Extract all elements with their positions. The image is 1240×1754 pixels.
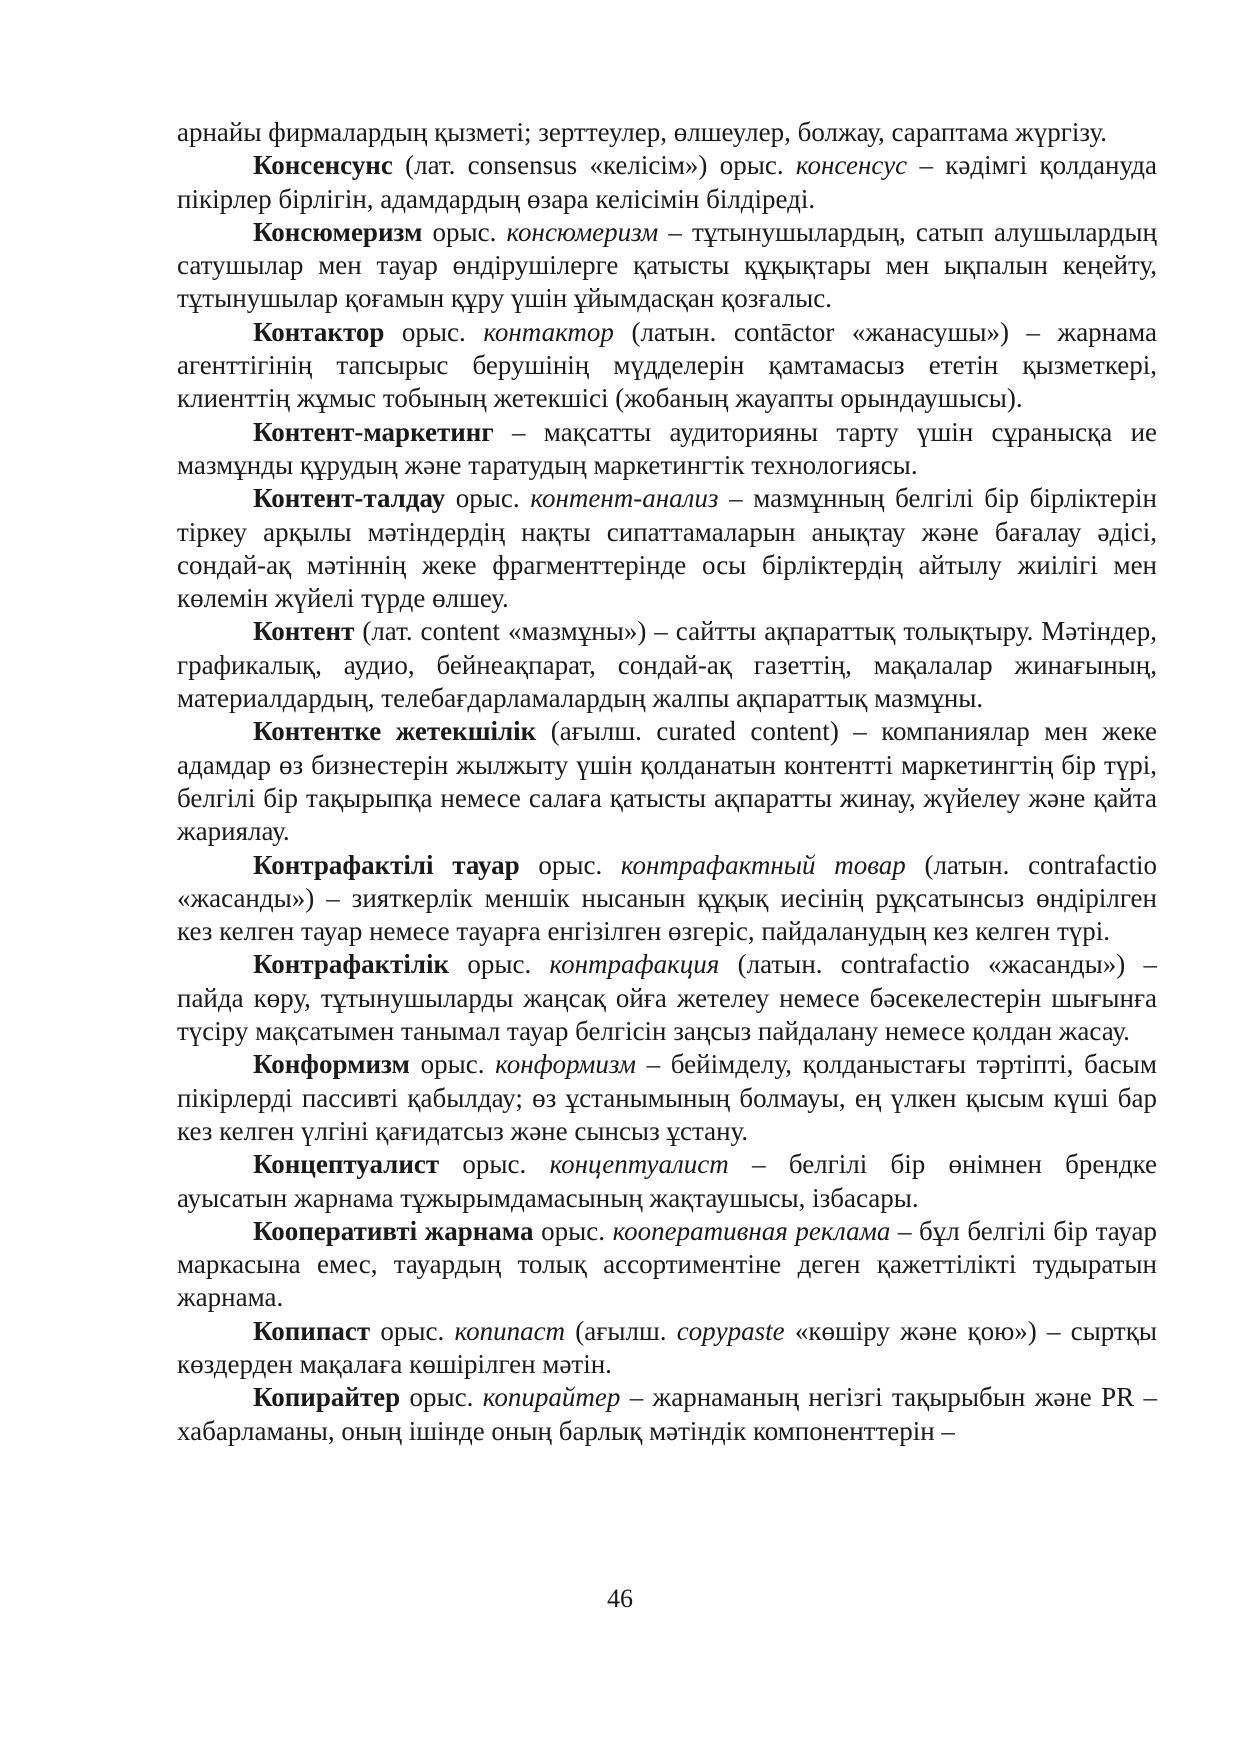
entry-kontaktor: Контактор орыс. контактор (латын. contāctor «жанасушы») – жарнама агенттігінің тапсырыс берушінің мүдделерін қамтамасыз ететін қызметкері, клиенттің жұмыс тобының жетекшісі (жобаның жауапты орындаушысы). [177, 316, 1157, 414]
term: Копирайтер [253, 1382, 401, 1413]
term: Консюмеризм [253, 216, 423, 247]
entry-kontrafaktili-tauar: Контрафактілі тауар орыс. контрафактный товар (латын. contrafactio «жасанды») – зияткерлік меншік нысанын құқық иесінің рұқсатынсыз өндірілген кез келген тауар немесе тауарға енгізілген өзгеріс, пайдаланудың кез келген түрі. [177, 849, 1157, 947]
entry-konsyumerizm: Консюмеризм орыс. консюмеризм – тұтынушылардың, сатып алушылардың сатушылар мен тауар өндірушілерге қатысты құқықтары мен ықпалын кеңейту, тұтынушылар қоғамын құру үшін ұйымдасқан қозғалыс. [177, 216, 1158, 314]
term: Контент-маркетинг [253, 416, 494, 447]
entry-kontent-taldau: Контент-талдау орыс. контент-анализ – мазмұнның белгілі бір бірліктерін тіркеу арқылы мәтіндердің нақты сипаттамаларын анықтау және бағалау әдісі, сондай-ақ мәтіннің жеке фрагменттерінде осы бірліктердің айтылу жиілігі мен көлемін жүйелі түрде өлшеу. [177, 483, 1157, 614]
entry-kontrafaktilik: Контрафактілік орыс. контрафакция (латын. contrafactio «жасанды») – пайда көру, тұтынушыларды жаңсақ ойға жетелеу немесе бәсекелестерін шығынға түсіру мақсатымен танымал тауар белгісін заңсыз пайдалану немесе қолдан жасау. [177, 949, 1157, 1047]
term: Контрафактілік [253, 949, 450, 980]
term: Концептуалист [253, 1149, 440, 1180]
term: Контактор [253, 316, 385, 347]
entry-kopiraiter: Копирайтер орыс. копирайтер – жарнаманың негізгі тақырыбын және PR – хабарламаны, оның ішінде оның барлық мәтіндік компоненттерін – [177, 1382, 1157, 1446]
entry-kooperativti-zharnama: Кооперативті жарнама орыс. кооперативная реклама – бұл белгілі бір тауар маркасына емес, тауардың толық ассортиментіне деген қажеттілікті тудыратын жарнама. [177, 1215, 1157, 1313]
term: Консенсунс [253, 150, 393, 181]
intro-paragraph: арнайы фирмалардың қызметі; зерттеулер, өлшеулер, болжау, сараптама жүргізу. [177, 117, 1107, 147]
entry-kontentke-zhetekshilik: Контентке жетекшілік (ағылш. curated content) – компаниялар мен жеке адамдар өз бизнестерін жылжыту үшін қолданатын контентті маркетингтің бір түрі, белгілі бір тақырыпқа немесе салаға қатысты ақпаратты жинау, жүйелеу және қайта жариялау. [177, 716, 1158, 847]
term: Контентке жетекшілік [253, 716, 537, 747]
term: Контрафактілі тауар [253, 849, 520, 880]
entry-kontseptualist: Концептуалист орыс. концептуалист – белгілі бір өнімнен брендке ауысатын жарнама тұжырымдамасының жақтаушысы, ізбасары. [177, 1149, 1158, 1213]
term: Конформизм [253, 1049, 410, 1080]
page-body [177, 116, 1157, 1448]
entry-konsensus: Консенсунс (лат. consensus «келісім») орыс. консенсус – кәдімгі қолдануда пікірлер бірлігін, адамдардың өзара келісімін білдіреді. [177, 150, 1157, 214]
page-number: 46 [607, 1584, 633, 1613]
entry-kontent-marketing: Контент-маркетинг – мақсатты аудиторияны тарту үшін сұранысқа ие мазмұнды құрудың және таратудың маркетингтік технологиясы. [177, 416, 1157, 480]
term: Копипаст [253, 1315, 371, 1346]
entry-kopipast: Копипаст орыс. копипаст (ағылш. copypaste «көшіру және қою») – сыртқы көздерден мақалаға көшірілген мәтін. [177, 1315, 1157, 1379]
term: Кооперативті жарнама [253, 1215, 534, 1246]
term: Контент-талдау [253, 483, 446, 514]
term: Контент [253, 616, 355, 647]
entry-konformizm: Конформизм орыс. конформизм – бейімделу, қолданыстағы тәртіпті, басым пікірлерді пассивті қабылдау; өз ұстанымының болмауы, ең үлкен қысым күші бар кез келген үлгіні қағидатсыз және сынсыз ұстану. [177, 1049, 1158, 1146]
entry-kontent: Контент (лат. content «мазмұны») – сайтты ақпараттық толықтыру. Мәтіндер, графикалық, аудио, бейнеақпарат, сондай-ақ газеттің, мақалалар жинағының, материалдардың, телебағдарламалардың жалпы ақпараттық мазмұны. [177, 616, 1157, 714]
